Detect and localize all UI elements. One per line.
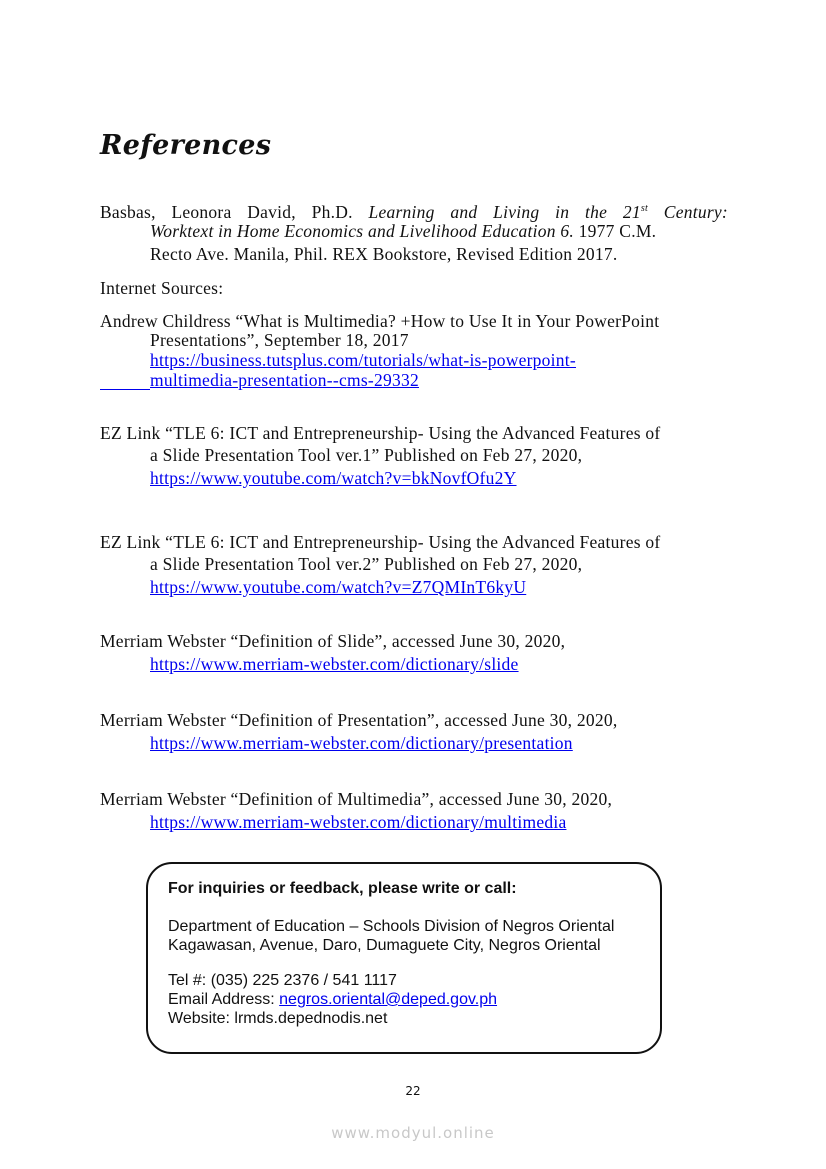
reference-text: Merriam Webster “Definition of Multimedia”, accessed June 30, 2020, [100, 789, 613, 809]
link-underline [100, 389, 150, 390]
reference-text: Merriam Webster “Definition of Presentation”, accessed June 30, 2020, [100, 710, 618, 730]
reference-text: a Slide Presentation Tool ver.1” Published on Feb 27, 2020, [150, 445, 583, 465]
book-title-text: Learning and Living in the 21 [368, 201, 641, 222]
book-author: Basbas, Leonora David, Ph.D. [100, 201, 369, 222]
reference-link[interactable]: https://www.youtube.com/watch?v=bkNovfOfu2Y [150, 468, 517, 488]
reference-link[interactable]: https://www.merriam-webster.com/dictionary/multimedia [150, 812, 567, 832]
internet-sources-heading: Internet Sources: [100, 278, 224, 298]
reference-link[interactable]: https://www.merriam-webster.com/dictionary/slide [150, 654, 519, 674]
reference-text: EZ Link “TLE 6: ICT and Entrepreneurship- Using the Advanced Features of [100, 532, 661, 552]
contact-telephone: Tel #: (035) 225 2376 / 541 1117 [168, 972, 397, 989]
reference-text: Merriam Webster “Definition of Slide”, accessed June 30, 2020, [100, 631, 566, 651]
reference-link[interactable]: multimedia-presentation--cms-29332 [150, 370, 419, 390]
book-reference-line-3: Recto Ave. Manila, Phil. REX Bookstore, Revised Edition 2017. [150, 244, 618, 264]
book-reference-line-2 [150, 221, 656, 241]
page-number: 22 [405, 1084, 421, 1098]
reference-link[interactable]: https://www.merriam-webster.com/dictionary/presentation [150, 733, 573, 753]
book-title-text: Century: [648, 201, 728, 222]
reference-text: a Slide Presentation Tool ver.2” Published on Feb 27, 2020, [150, 554, 583, 574]
contact-address: Kagawasan, Avenue, Daro, Dumaguete City, Negros Oriental [168, 937, 601, 954]
reference-link[interactable]: https://business.tutsplus.com/tutorials/what-is-powerpoint- [150, 350, 576, 370]
book-publisher: 1977 C.M. [574, 221, 657, 241]
reference-text: Presentations”, September 18, 2017 [150, 330, 409, 350]
book-title-text: Worktext in Home Economics and Livelihood Education 6. [150, 221, 575, 241]
contact-heading: For inquiries or feedback, please write or call: [168, 880, 517, 897]
contact-email-line [168, 990, 497, 1009]
email-link[interactable]: negros.oriental@deped.gov.ph [279, 991, 498, 1008]
superscript: st [640, 203, 649, 214]
reference-text: EZ Link “TLE 6: ICT and Entrepreneurship- Using the Advanced Features of [100, 423, 661, 443]
watermark: www.modyul.online [331, 1124, 495, 1142]
book-title-part [369, 202, 728, 222]
book-reference-line-1 [100, 199, 728, 222]
contact-website: Website: lrmds.depednodis.net [168, 1010, 388, 1027]
page-title: References [100, 130, 272, 161]
reference-text: Andrew Childress “What is Multimedia? +How to Use It in Your PowerPoint [100, 311, 660, 331]
email-label: Email Address: [168, 991, 280, 1008]
contact-organization: Department of Education – Schools Division of Negros Oriental [168, 918, 615, 935]
reference-link[interactable]: https://www.youtube.com/watch?v=Z7QMInT6kyU [150, 577, 527, 597]
contact-box [146, 862, 662, 1054]
